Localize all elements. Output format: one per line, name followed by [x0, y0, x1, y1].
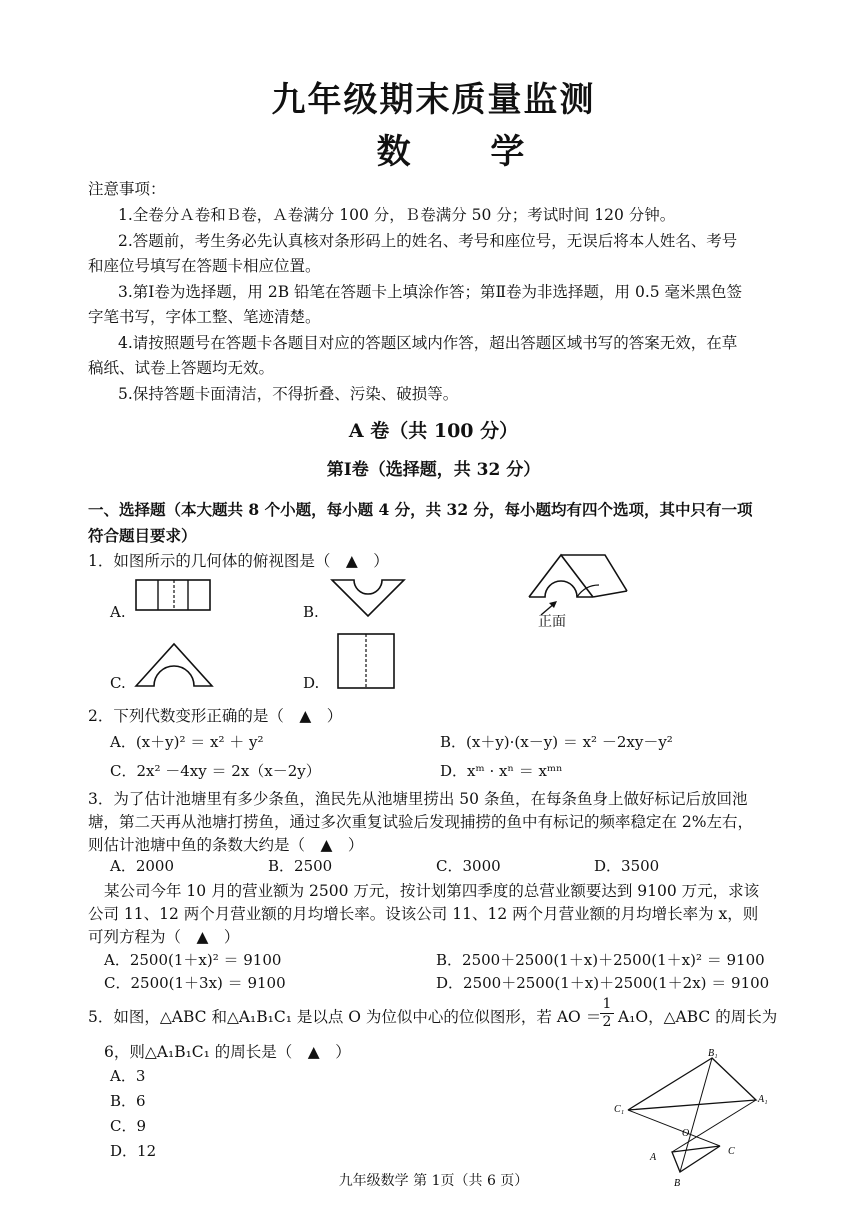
notice-item-3-cont: 字笔书写，字体工整、笔迹清楚。 [88, 308, 321, 326]
notice-item-2-cont: 和座位号填写在答题卡相应位置。 [88, 257, 321, 275]
page-footer: 九年级数学 第 1页（共 6 页） [338, 1173, 529, 1189]
q1-front-label: 正面 [538, 614, 566, 630]
part1-instructions: 一、选择题（本大题共 8 个小题，每小题 4 分，共 32 分，每小题均有四个选项，其中只有一项 [88, 500, 753, 519]
q3-option-d: D．3500 [594, 857, 660, 875]
q3-line-3: 则估计池塘中鱼的条数大约是（ ▲ ） [88, 836, 364, 854]
exam-title: 九年级期末质量监测 [271, 80, 596, 120]
section-i-heading: 第Ⅰ卷（选择题，共 32 分） [326, 460, 541, 480]
q5-option-b: B．6 [110, 1092, 146, 1110]
q5-line-2: 6，则△A₁B₁C₁ 的周长是（ ▲ ） [104, 1043, 351, 1061]
q5-fraction [600, 996, 614, 1031]
label-c1: C₁ [614, 1104, 625, 1115]
label-b: B [674, 1178, 681, 1189]
q2-option-c: C．2x² －4xy ＝ 2x（x－2y） [110, 762, 321, 780]
q1-stem: 1．如图所示的几何体的俯视图是（ ▲ ） [88, 552, 389, 570]
subject-title: 数 学 [376, 132, 559, 172]
q5-option-a: A．3 [110, 1067, 146, 1085]
q4-option-b: B．2500＋2500(1＋x)＋2500(1＋x)² ＝ 9100 [436, 951, 765, 969]
q5-fraction-numerator: 1 [602, 996, 612, 1012]
notice-item-5: 5.保持答题卡面清洁，不得折叠、污染、破损等。 [118, 385, 459, 403]
q3-option-b: B．2500 [268, 857, 333, 875]
label-c: C [728, 1146, 735, 1157]
notice-item-1: 1.全卷分Ａ卷和Ｂ卷，Ａ卷满分 100 分，Ｂ卷满分 50 分；考试时间 120 分钟。 [118, 206, 676, 224]
notice-heading: 注意事项： [88, 180, 166, 198]
q1-label-b: B. [303, 603, 319, 621]
q1-label-d: D. [303, 674, 320, 692]
q2-stem: 2．下列代数变形正确的是（ ▲ ） [88, 707, 343, 725]
label-a1: A₁ [758, 1094, 768, 1105]
q4-line-3: 可列方程为（ ▲ ） [88, 928, 240, 946]
q1-label-c: C. [110, 674, 126, 692]
q5-option-c: C．9 [110, 1117, 147, 1135]
notice-item-4-cont: 稿纸、试卷上答题均无效。 [88, 359, 275, 377]
label-a: A [650, 1152, 657, 1163]
notice-item-3: 3.第Ⅰ卷为选择题，用 2B 铅笔在答题卡上填涂作答；第Ⅱ卷为非选择题，用 0.5 毫米黑色签 [118, 283, 743, 301]
q2-option-d: D．xᵐ · xⁿ ＝ xᵐⁿ [440, 762, 563, 780]
q5-fraction-denominator: 2 [600, 1013, 614, 1031]
q3-option-c: C．3000 [436, 857, 501, 875]
q2-option-b: B．(x＋y)·(x－y) ＝ x² －2xy－y² [440, 733, 673, 751]
q5-line-1a: 5．如图，△ABC 和△A₁B₁C₁ 是以点 O 为位似中心的位似图形，若 AO ＝ [88, 1008, 602, 1026]
notice-item-2: 2.答题前，考生务必先认真核对条形码上的姓名、考号和座位号，无误后将本人姓名、考号 [118, 232, 738, 250]
section-a-heading: A 卷（共 100 分） [348, 420, 519, 442]
q5-line-1b: A₁O，△ABC 的周长为 [618, 1008, 778, 1026]
q1-option-c-figure [134, 640, 216, 690]
q4-option-d: D．2500＋2500(1＋x)＋2500(1＋2x) ＝ 9100 [436, 974, 770, 992]
q1-option-b-figure [330, 576, 406, 620]
q1-option-a-figure [134, 578, 214, 614]
q1-option-d-figure [336, 632, 398, 692]
q2-option-a: A．(x＋y)² ＝ x² ＋ y² [110, 733, 264, 751]
q4-option-a: A．2500(1＋x)² ＝ 9100 [104, 951, 282, 969]
q5-option-d: D．12 [110, 1142, 157, 1160]
q5-similar-triangles-figure [608, 1046, 778, 1190]
notice-item-4: 4.请按照题号在答题卡各题目对应的答题区域内作答，超出答题区域书写的答案无效，在草 [118, 334, 738, 352]
label-o: O [682, 1128, 690, 1139]
part1-instructions-cont: 符合题目要求） [88, 526, 197, 545]
q1-label-a: A. [110, 603, 126, 621]
label-b1: B₁ [708, 1048, 718, 1059]
q3-line-2: 塘，第二天再从池塘打捞鱼，通过多次重复试验后发现捕捞的鱼中有标记的频率稳定在 2%左右， [88, 813, 754, 831]
q3-line-1: 3．为了估计池塘里有多少条鱼，渔民先从池塘里捞出 50 条鱼，在每条鱼身上做好标记后放回池 [88, 790, 748, 808]
q3-option-a: A．2000 [110, 857, 175, 875]
q4-line-2: 公司 11、12 两个月营业额的月均增长率。设该公司 11、12 两个月营业额的月均增长率为 x，则 [88, 905, 759, 923]
q4-option-c: C．2500(1＋3x) ＝ 9100 [104, 974, 286, 992]
q4-line-1: 某公司今年 10 月的营业额为 2500 万元，按计划第四季度的总营业额要达到 9100 万元，求该 [104, 882, 760, 900]
